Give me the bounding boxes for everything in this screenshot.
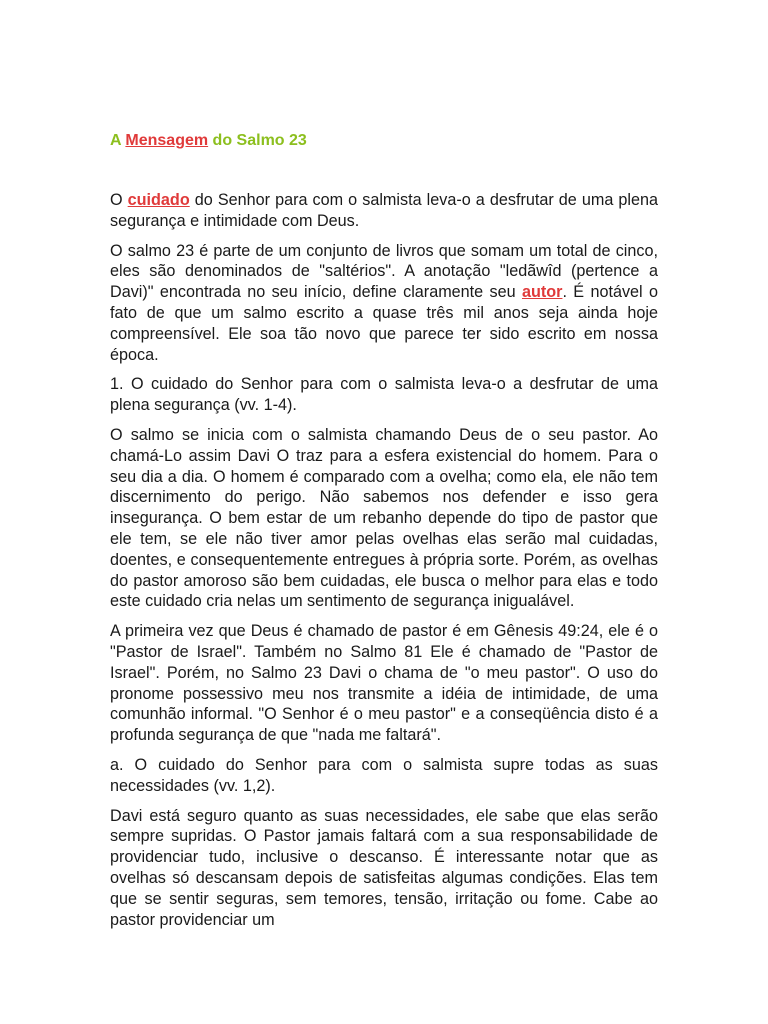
title-rest: do Salmo 23 bbox=[208, 132, 307, 149]
paragraph-2 bbox=[110, 241, 658, 366]
keyword-link-cuidado[interactable]: cuidado bbox=[127, 191, 190, 209]
paragraph-1-text-end: do Senhor para com o salmista leva-o a desfrutar de uma plena segurança e intimidade com Deus. bbox=[110, 191, 658, 230]
paragraph-1 bbox=[110, 190, 658, 232]
paragraph-2-text-end: . É notável o fato de que um salmo escrito a quase três mil anos seja ainda hoje compreensível. Ele soa tão novo que parece ter sido escrito em nossa época. bbox=[110, 283, 658, 364]
keyword-link-autor[interactable]: autor bbox=[521, 283, 563, 302]
title-prefix: A bbox=[110, 132, 126, 149]
paragraph-3: 1. O cuidado do Senhor para com o salmista leva-o a desfrutar de uma plena segurança (vv. 1-4). bbox=[110, 375, 658, 415]
paragraph-4: O salmo se inicia com o salmista chamando Deus de o seu pastor. Ao chamá-Lo assim Davi O traz para a esfera existencial do homem. Para o seu dia a dia. O homem é comparado com a ovelha; como ela, ele não tem discernimento do perigo. Não sabemos nos defender e isso gera insegurança. O bem estar de um rebanho depende do tipo de pastor que ele tem, se ele não tiver amor pelas ovelhas elas serão mal cuidadas, doentes, e consequentemente entregues à própria sorte. Porém, as ovelhas do pastor amoroso são bem cuidadas, ele busca o melhor para elas e todo este cuidado cria nelas um sentimento de segurança inigualável. bbox=[110, 425, 658, 611]
paragraph-1-text-start: O bbox=[110, 191, 128, 209]
paragraph-2-text-start: O salmo 23 é parte de um conjunto de livros que somam um total de cinco, eles são denominados de "saltérios". A anotação "ledãwîd (pertence a Davi)" encontrada no seu início, define claramente seu bbox=[110, 241, 658, 302]
document-title bbox=[110, 128, 658, 154]
paragraph-7: Davi está seguro quanto as suas necessidades, ele sabe que elas serão sempre supridas. O Pastor jamais faltará com a sua responsabilidade de providenciar tudo, inclusive o descanso. É interessante notar que as ovelhas só descansam depois de satisfeitas algumas condições. Elas tem que se sentir seguras, sem temores, tensão, irritação ou fome. Cabe ao pastor providenciar um bbox=[110, 806, 658, 929]
title-highlight-link[interactable]: Mensagem bbox=[125, 132, 209, 149]
paragraph-5: A primeira vez que Deus é chamado de pastor é em Gênesis 49:24, ele é o "Pastor de Israel". Também no Salmo 81 Ele é chamado de "Pastor de Israel". Porém, no Salmo 23 Davi o chama de "o meu pastor". O uso do pronome possessivo meu nos transmite a idéia de intimidade, de uma comunhão informal. "O Senhor é o meu pastor" e a conseqüência disto é a profunda segurança de que "nada me faltará". bbox=[110, 622, 658, 745]
paragraph-6: a. O cuidado do Senhor para com o salmista supre todas as suas necessidades (vv. 1,2). bbox=[110, 755, 658, 795]
document-body bbox=[110, 128, 658, 939]
